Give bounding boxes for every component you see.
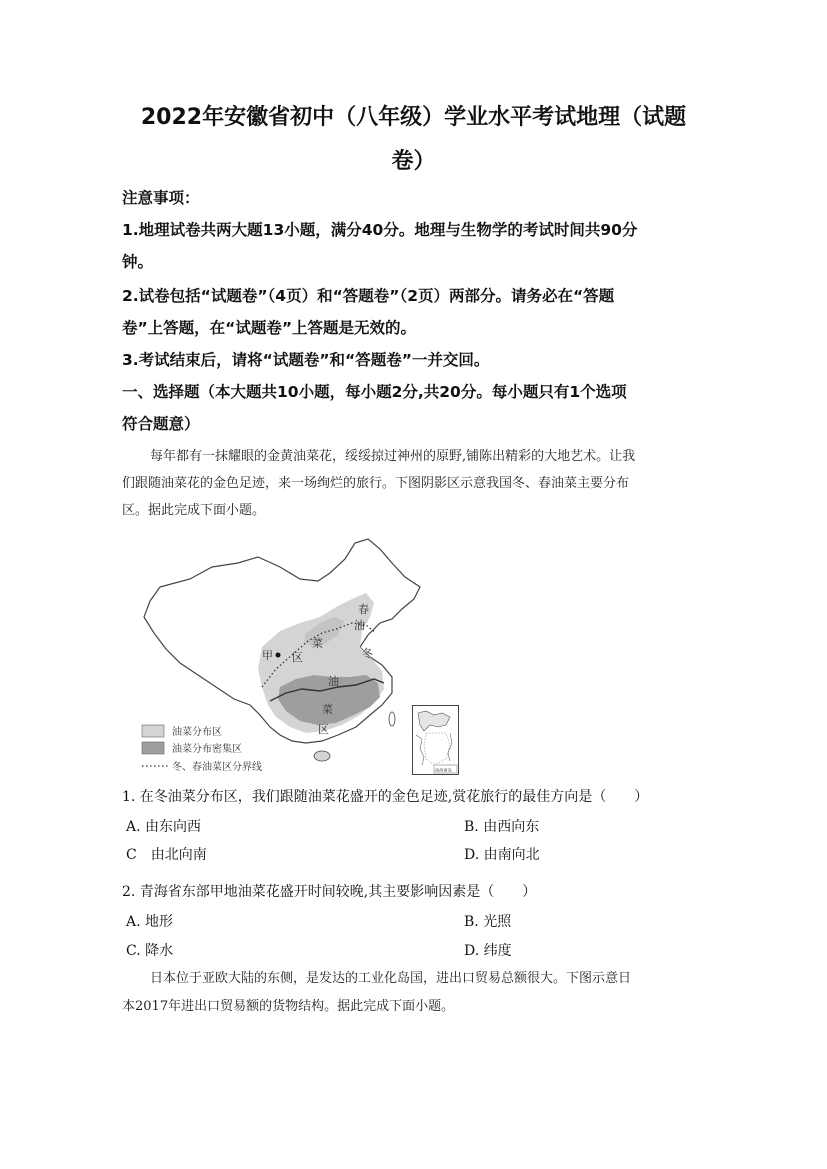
notice-item: 钟。 — [122, 253, 154, 271]
option-a: A. 由东向西 — [126, 819, 202, 835]
exam-title-line1: 2022年安徽省初中（八年级）学业水平考试地理（试题 — [140, 105, 687, 130]
location-jia-dot — [276, 653, 281, 658]
passage-line: 本2017年进出口贸易额的货物结构。据此完成下面小题。 — [122, 999, 455, 1014]
map-label-cai: 菜 — [312, 637, 323, 650]
legend-area-label: 油菜分布区 — [172, 727, 222, 738]
question-stem: 1. 在冬油菜分布区，我们跟随油菜花盛开的金色足迹,赏花旅行的最佳方向是（ ） — [122, 789, 649, 805]
question-stem: 2. 青海省东部甲地油菜花盛开时间较晚,其主要影响因素是（ ） — [122, 884, 537, 900]
legend-line-label: 冬、春油菜区分界线 — [172, 762, 262, 773]
map-label-you: 油 — [354, 619, 365, 632]
hainan-island — [314, 751, 330, 761]
south-china-sea-inset — [412, 705, 459, 775]
option-b: B. 光照 — [464, 914, 512, 930]
option-a: A. 地形 — [126, 914, 174, 930]
option-d: D. 由南向北 — [464, 847, 540, 863]
legend-area-swatch — [142, 725, 164, 737]
option-c: C. 降水 — [126, 943, 174, 959]
notice-item: 2.试卷包括“试题卷”（4页）和“答题卷”（2页）两部分。请务必在“答题 — [122, 287, 615, 305]
legend-dense-label: 油菜分布密集区 — [172, 744, 242, 755]
exam-title-line2: 卷） — [391, 149, 436, 174]
section-heading-line1: 一、选择题（本大题共10小题，每小题2分,共20分。每小题只有1个选项 — [122, 383, 627, 401]
notice-heading: 注意事项： — [122, 189, 200, 207]
map-label-qu: 区 — [292, 651, 303, 664]
notice-item: 1.地理试卷共两大题13小题，满分40分。地理与生物学的考试时间共90分 — [122, 221, 638, 239]
section-heading-line2: 符合题意） — [122, 415, 200, 433]
inset-label: 南海诸岛 — [435, 767, 452, 773]
passage-line: 每年都有一抹耀眼的金黄油菜花，绥绥掠过神州的原野,铺陈出精彩的大地艺术。让我 — [150, 449, 636, 464]
map-label-jia: 甲 — [262, 649, 273, 662]
option-b: B. 由西向东 — [464, 819, 540, 835]
passage-line: 区。据此完成下面小题。 — [122, 503, 266, 518]
map-label-cai: 菜 — [322, 703, 333, 716]
option-c: C 由北向南 — [126, 847, 207, 863]
passage-line: 日本位于亚欧大陆的东侧，是发达的工业化岛国，进出口贸易总额很大。下图示意日 — [150, 971, 632, 986]
notice-item: 卷”上答题，在“试题卷”上答题是无效的。 — [122, 319, 417, 337]
notice-item: 3.考试结束后，请将“试题卷”和“答题卷”一并交回。 — [122, 351, 490, 369]
map-label-dong: 冬 — [362, 647, 373, 660]
map-label-you: 油 — [328, 675, 339, 688]
map-label-qu: 区 — [318, 723, 329, 736]
option-d: D. 纬度 — [464, 943, 512, 959]
map-label-chun: 春 — [358, 603, 369, 616]
taiwan-island — [389, 712, 395, 726]
passage-line: 们跟随油菜花的金色足迹，来一场绚烂的旅行。下图阴影区示意我国冬、春油菜主要分布 — [122, 476, 630, 491]
legend-dense-swatch — [142, 742, 164, 754]
